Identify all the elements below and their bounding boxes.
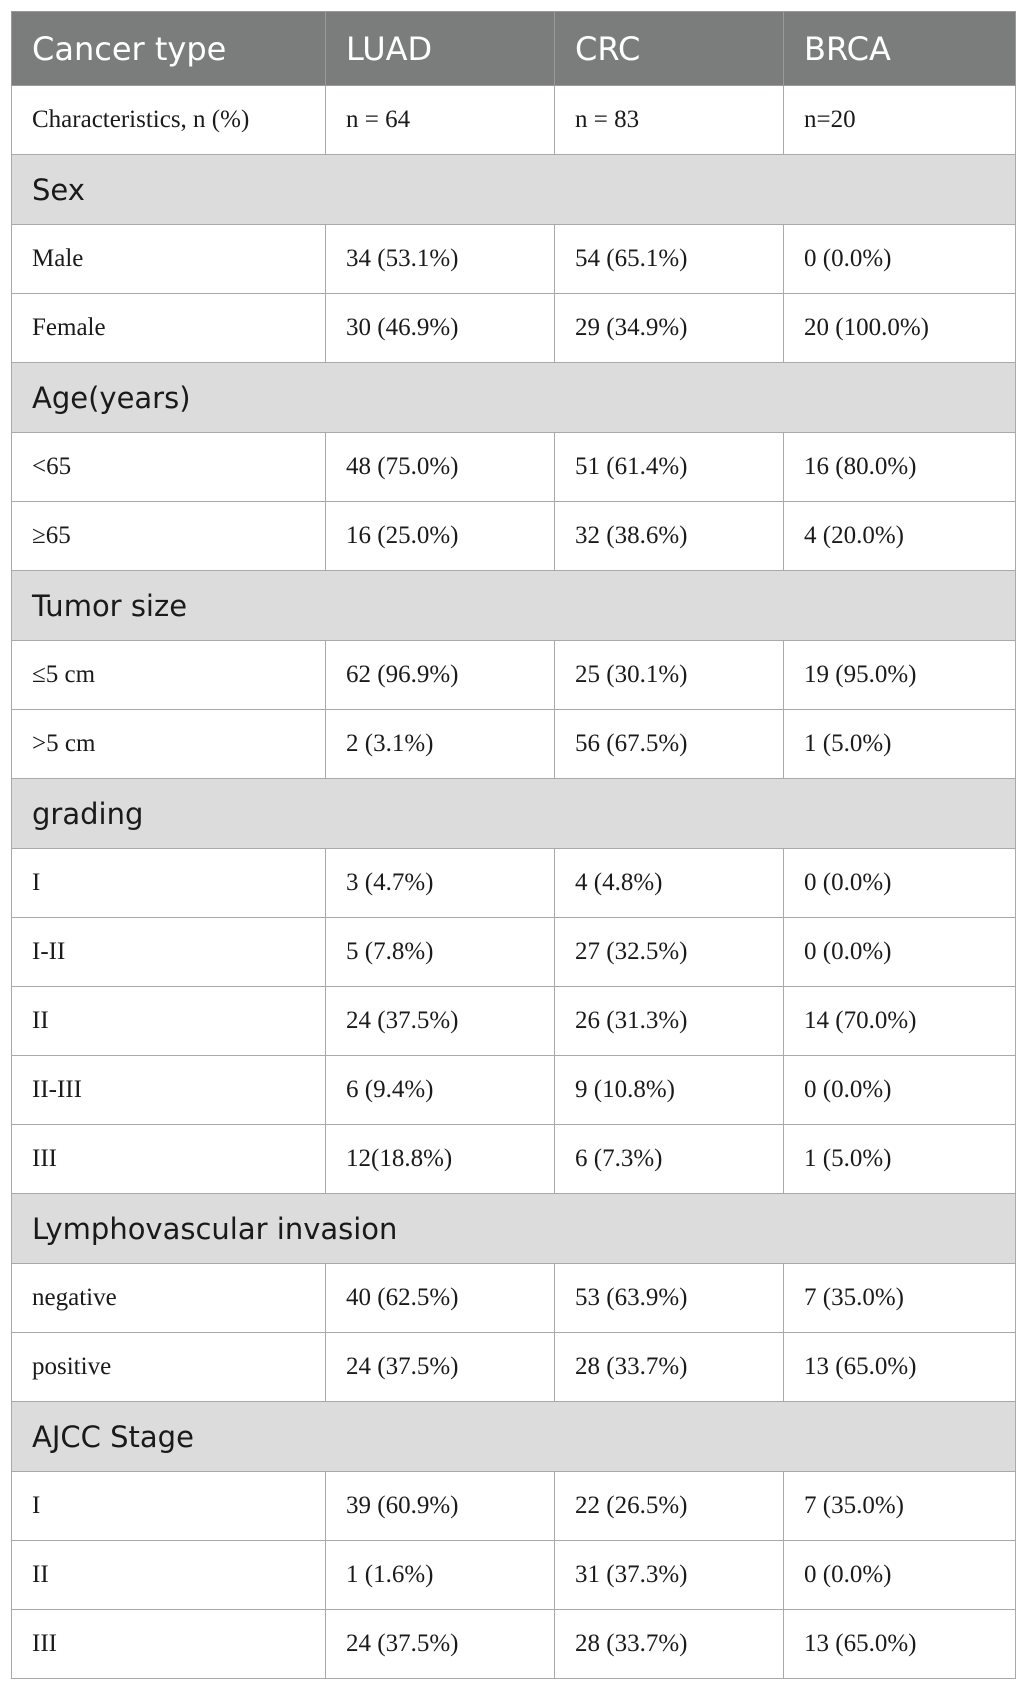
row-label-cell: III [12,1125,326,1194]
brca-value-cell: 1 (5.0%) [784,1125,1016,1194]
section-label: Lymphovascular invasion [12,1194,1016,1264]
header-brca: BRCA [784,12,1016,86]
crc-value-cell: 51 (61.4%) [555,433,784,502]
table-row [12,1125,1016,1194]
section-label: Sex [12,155,1016,225]
crc-value-cell: 56 (67.5%) [555,710,784,779]
row-label-cell: ≥65 [12,502,326,571]
table-row [12,1472,1016,1541]
brca-value-cell: 4 (20.0%) [784,502,1016,571]
section-header-row [12,363,1016,433]
header-crc: CRC [555,12,784,86]
table-row [12,1541,1016,1610]
table-row [12,641,1016,710]
brca-value-cell: 7 (35.0%) [784,1264,1016,1333]
table-row [12,225,1016,294]
table-row [12,1264,1016,1333]
section-label: Age(years) [12,363,1016,433]
brca-value-cell: 16 (80.0%) [784,433,1016,502]
crc-value-cell: 4 (4.8%) [555,849,784,918]
table-row [12,849,1016,918]
brca-value-cell: 7 (35.0%) [784,1472,1016,1541]
table-row [12,987,1016,1056]
brca-value-cell: 20 (100.0%) [784,294,1016,363]
row-label-cell: Characteristics, n (%) [12,86,326,155]
row-label-cell: Male [12,225,326,294]
section-label: Tumor size [12,571,1016,641]
crc-value-cell: 29 (34.9%) [555,294,784,363]
crc-value-cell: 6 (7.3%) [555,1125,784,1194]
luad-value-cell: 24 (37.5%) [326,987,555,1056]
crc-value-cell: 31 (37.3%) [555,1541,784,1610]
luad-value-cell: 30 (46.9%) [326,294,555,363]
section-label: AJCC Stage [12,1402,1016,1472]
luad-value-cell: 34 (53.1%) [326,225,555,294]
luad-value-cell: 3 (4.7%) [326,849,555,918]
luad-value-cell: 1 (1.6%) [326,1541,555,1610]
crc-value-cell: 28 (33.7%) [555,1333,784,1402]
table-body [12,86,1016,1679]
brca-value-cell: 0 (0.0%) [784,849,1016,918]
row-label-cell: II-III [12,1056,326,1125]
crc-value-cell: 53 (63.9%) [555,1264,784,1333]
section-label: grading [12,779,1016,849]
luad-value-cell: 12(18.8%) [326,1125,555,1194]
row-label-cell: >5 cm [12,710,326,779]
luad-value-cell: n = 64 [326,86,555,155]
header-luad: LUAD [326,12,555,86]
luad-value-cell: 24 (37.5%) [326,1610,555,1679]
section-header-row [12,1402,1016,1472]
table-row [12,1333,1016,1402]
brca-value-cell: 0 (0.0%) [784,1541,1016,1610]
sample-size-row [12,86,1016,155]
crc-value-cell: 22 (26.5%) [555,1472,784,1541]
row-label-cell: Female [12,294,326,363]
brca-value-cell: 19 (95.0%) [784,641,1016,710]
luad-value-cell: 16 (25.0%) [326,502,555,571]
table-row [12,502,1016,571]
header-row [12,12,1016,86]
table-row [12,433,1016,502]
section-header-row [12,779,1016,849]
row-label-cell: I-II [12,918,326,987]
row-label-cell: <65 [12,433,326,502]
row-label-cell: I [12,1472,326,1541]
crc-value-cell: 25 (30.1%) [555,641,784,710]
table-row [12,710,1016,779]
brca-value-cell: 0 (0.0%) [784,1056,1016,1125]
luad-value-cell: 39 (60.9%) [326,1472,555,1541]
table-row [12,1610,1016,1679]
row-label-cell: negative [12,1264,326,1333]
section-header-row [12,155,1016,225]
crc-value-cell: 54 (65.1%) [555,225,784,294]
header-cancer-type: Cancer type [12,12,326,86]
crc-value-cell: 27 (32.5%) [555,918,784,987]
section-header-row [12,571,1016,641]
characteristics-table [11,11,1016,1679]
luad-value-cell: 62 (96.9%) [326,641,555,710]
brca-value-cell: 14 (70.0%) [784,987,1016,1056]
brca-value-cell: 0 (0.0%) [784,225,1016,294]
brca-value-cell: n=20 [784,86,1016,155]
characteristics-table-container [11,11,1015,1679]
luad-value-cell: 5 (7.8%) [326,918,555,987]
crc-value-cell: 32 (38.6%) [555,502,784,571]
row-label-cell: II [12,987,326,1056]
luad-value-cell: 48 (75.0%) [326,433,555,502]
row-label-cell: positive [12,1333,326,1402]
brca-value-cell: 13 (65.0%) [784,1333,1016,1402]
row-label-cell: III [12,1610,326,1679]
crc-value-cell: 9 (10.8%) [555,1056,784,1125]
table-row [12,294,1016,363]
brca-value-cell: 1 (5.0%) [784,710,1016,779]
luad-value-cell: 6 (9.4%) [326,1056,555,1125]
crc-value-cell: 26 (31.3%) [555,987,784,1056]
row-label-cell: ≤5 cm [12,641,326,710]
row-label-cell: II [12,1541,326,1610]
crc-value-cell: n = 83 [555,86,784,155]
section-header-row [12,1194,1016,1264]
table-header [12,12,1016,86]
row-label-cell: I [12,849,326,918]
luad-value-cell: 40 (62.5%) [326,1264,555,1333]
brca-value-cell: 0 (0.0%) [784,918,1016,987]
table-row [12,918,1016,987]
crc-value-cell: 28 (33.7%) [555,1610,784,1679]
luad-value-cell: 24 (37.5%) [326,1333,555,1402]
table-row [12,1056,1016,1125]
brca-value-cell: 13 (65.0%) [784,1610,1016,1679]
luad-value-cell: 2 (3.1%) [326,710,555,779]
